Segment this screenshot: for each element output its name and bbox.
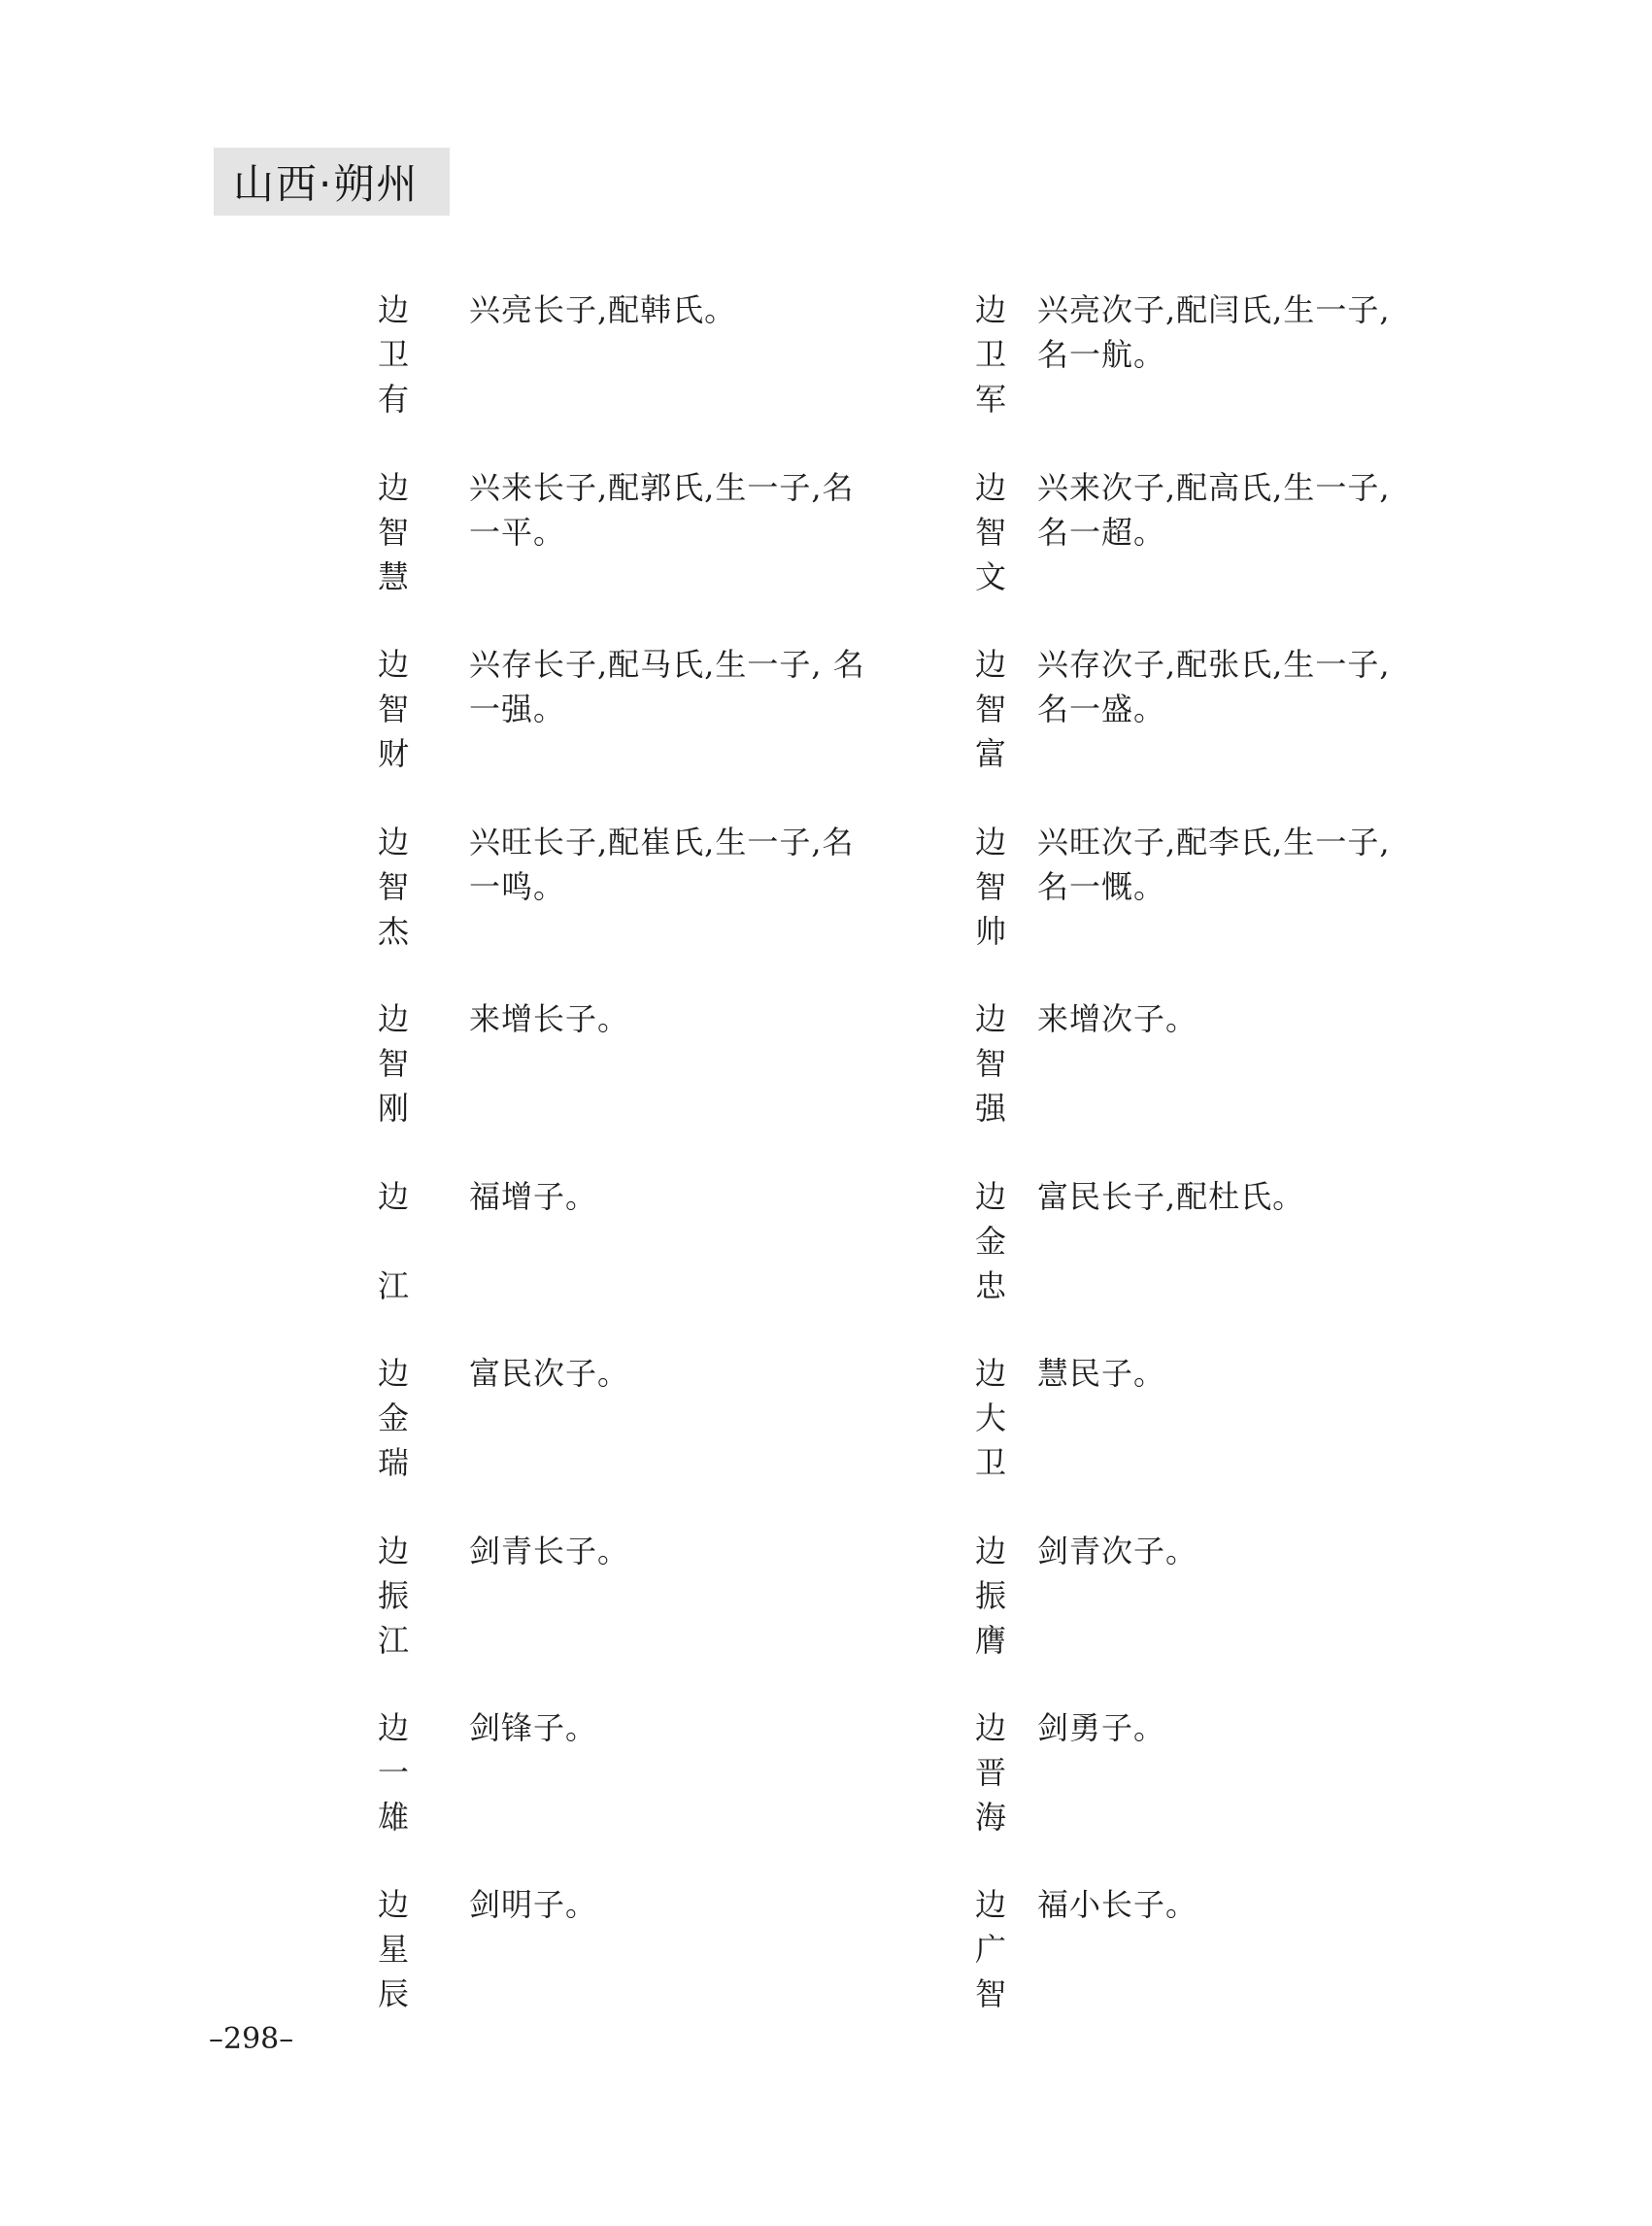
description-line: 名一超。 xyxy=(1037,514,1166,551)
person-name xyxy=(374,1705,413,1839)
person-description xyxy=(1037,1174,1304,1219)
description-line: 来增长子。 xyxy=(469,1000,630,1037)
description-line: 兴亮长子,配韩氏。 xyxy=(469,291,737,328)
description-line: 一鸣。 xyxy=(469,868,566,905)
person-name xyxy=(374,465,413,599)
genealogy-entry xyxy=(971,1355,1476,1510)
name-char: 智 xyxy=(974,691,1006,727)
person-name xyxy=(374,996,413,1130)
name-char: 瑞 xyxy=(377,1444,409,1481)
description-line: 名一航。 xyxy=(1037,336,1166,373)
description-line: 兴亮次子,配闫氏,生一子, xyxy=(1037,291,1391,328)
person-description xyxy=(469,1529,629,1573)
name-char: 有 xyxy=(377,381,409,418)
description-line: 兴存长子,配马氏,生一子, 名 xyxy=(469,646,865,683)
genealogy-entry xyxy=(971,1000,1476,1156)
genealogy-entry xyxy=(374,1178,918,1333)
name-char: 海 xyxy=(974,1799,1006,1836)
entry-row xyxy=(0,1000,1652,1156)
genealogy-entry xyxy=(374,291,918,447)
person-name xyxy=(971,1174,1010,1308)
name-char: 振 xyxy=(377,1577,409,1614)
name-char: 杰 xyxy=(377,913,409,950)
name-char: 边 xyxy=(377,469,409,506)
name-char: 强 xyxy=(974,1090,1006,1127)
name-char: 广 xyxy=(974,1931,1006,1968)
description-line: 剑明子。 xyxy=(469,1886,598,1923)
person-name xyxy=(971,996,1010,1130)
person-description xyxy=(1037,287,1391,377)
name-char: 雄 xyxy=(377,1799,409,1836)
name-char: 边 xyxy=(377,1709,409,1746)
person-name xyxy=(374,1529,413,1663)
description-line: 兴来次子,配高氏,生一子, xyxy=(1037,469,1391,506)
genealogy-entry xyxy=(971,1533,1476,1688)
name-char: 边 xyxy=(974,1178,1006,1215)
name-char: 边 xyxy=(377,1355,409,1392)
name-char: 江 xyxy=(377,1622,409,1659)
name-char: 智 xyxy=(377,514,409,551)
name-char: 边 xyxy=(377,1000,409,1037)
person-name xyxy=(374,1351,413,1485)
name-char: 边 xyxy=(377,291,409,328)
genealogy-entry xyxy=(374,1533,918,1688)
person-name xyxy=(971,1705,1010,1839)
person-description xyxy=(469,996,629,1041)
name-char: 军 xyxy=(974,381,1006,418)
person-description xyxy=(1037,1882,1197,1927)
genealogy-entry xyxy=(374,469,918,624)
entry-row xyxy=(0,1178,1652,1333)
genealogy-entry xyxy=(374,1886,918,2041)
person-description xyxy=(1037,820,1391,909)
description-line: 福增子。 xyxy=(469,1178,598,1215)
person-description xyxy=(1037,465,1391,555)
name-char: 智 xyxy=(974,1975,1006,2012)
name-char: 卫 xyxy=(974,336,1006,373)
description-line: 慧民子。 xyxy=(1037,1355,1166,1392)
person-name xyxy=(971,642,1010,776)
genealogy-entry xyxy=(374,824,918,979)
name-char: 晋 xyxy=(974,1754,1006,1791)
person-name xyxy=(971,465,1010,599)
entry-row xyxy=(0,824,1652,979)
name-char: 刚 xyxy=(377,1090,409,1127)
name-char: 智 xyxy=(377,691,409,727)
person-name xyxy=(374,287,413,422)
description-line: 兴旺长子,配崔氏,生一子,名 xyxy=(469,824,855,860)
name-char: 边 xyxy=(974,1533,1006,1569)
section-title: 山西·朔州 xyxy=(233,160,420,208)
person-description xyxy=(1037,1351,1165,1396)
name-char: 膺 xyxy=(974,1622,1006,1659)
name-char: 边 xyxy=(974,1355,1006,1392)
name-char: 智 xyxy=(377,868,409,905)
description-line: 一强。 xyxy=(469,691,566,727)
genealogy-entry xyxy=(971,1709,1476,1865)
description-line: 剑锋子。 xyxy=(469,1709,598,1746)
genealogy-entry xyxy=(374,1355,918,1510)
person-description xyxy=(469,1351,629,1396)
genealogy-entry xyxy=(971,469,1476,624)
name-char: 振 xyxy=(974,1577,1006,1614)
person-description xyxy=(469,287,736,332)
description-line: 来增次子。 xyxy=(1037,1000,1198,1037)
name-char: 智 xyxy=(974,1045,1006,1082)
entry-row xyxy=(0,646,1652,801)
description-line: 兴存次子,配张氏,生一子, xyxy=(1037,646,1391,683)
name-char: 边 xyxy=(974,469,1006,506)
name-char: 边 xyxy=(974,824,1006,860)
name-char: 边 xyxy=(377,646,409,683)
person-description xyxy=(469,1174,597,1219)
name-char: 慧 xyxy=(377,558,409,595)
person-name xyxy=(374,820,413,954)
description-line: 剑青次子。 xyxy=(1037,1533,1198,1569)
person-name xyxy=(971,1351,1010,1485)
name-char: 边 xyxy=(974,1709,1006,1746)
description-line: 剑青长子。 xyxy=(469,1533,630,1569)
person-description xyxy=(469,1705,597,1750)
person-name xyxy=(971,1882,1010,2016)
name-char: 边 xyxy=(377,824,409,860)
name-char: 大 xyxy=(974,1400,1006,1436)
description-line: 兴旺次子,配李氏,生一子, xyxy=(1037,824,1391,860)
person-name xyxy=(374,1882,413,2016)
genealogy-entry xyxy=(374,646,918,801)
person-description xyxy=(469,1882,597,1927)
name-char: 边 xyxy=(974,291,1006,328)
entry-row xyxy=(0,1709,1652,1865)
person-description xyxy=(1037,996,1197,1041)
name-char: 辰 xyxy=(377,1975,409,2012)
name-char: 边 xyxy=(377,1533,409,1569)
name-char: 卫 xyxy=(377,336,409,373)
genealogy-entry xyxy=(971,824,1476,979)
genealogy-entry xyxy=(971,1178,1476,1333)
person-name xyxy=(374,1174,413,1308)
name-char: 边 xyxy=(377,1886,409,1923)
description-line: 兴来长子,配郭氏,生一子,名 xyxy=(469,469,855,506)
name-char: 边 xyxy=(377,1178,409,1215)
description-line: 名一慨。 xyxy=(1037,868,1166,905)
name-char: 帅 xyxy=(974,913,1006,950)
name-char: 财 xyxy=(377,735,409,772)
entry-row xyxy=(0,291,1652,447)
genealogy-entry xyxy=(971,1886,1476,2041)
description-line: 剑勇子。 xyxy=(1037,1709,1166,1746)
page-number: –298– xyxy=(209,2022,294,2056)
name-char: 智 xyxy=(974,868,1006,905)
person-description xyxy=(469,465,855,555)
person-name xyxy=(971,287,1010,422)
name-char: 忠 xyxy=(974,1267,1006,1304)
person-description xyxy=(1037,1529,1197,1573)
person-description xyxy=(1037,1705,1165,1750)
name-char: 边 xyxy=(974,646,1006,683)
description-line: 福小长子。 xyxy=(1037,1886,1198,1923)
name-char: 金 xyxy=(377,1400,409,1436)
name-char: 边 xyxy=(974,1000,1006,1037)
name-char: 文 xyxy=(974,558,1006,595)
person-name xyxy=(374,642,413,776)
description-line: 富民次子。 xyxy=(469,1355,630,1392)
genealogy-entry xyxy=(374,1000,918,1156)
name-char: 金 xyxy=(974,1223,1006,1260)
name-char: 智 xyxy=(974,514,1006,551)
person-description xyxy=(1037,642,1391,731)
person-description xyxy=(469,642,865,731)
genealogy-entry xyxy=(374,1709,918,1865)
entry-row xyxy=(0,1355,1652,1510)
person-name xyxy=(971,1529,1010,1663)
entry-row xyxy=(0,469,1652,624)
description-line: 富民长子,配杜氏。 xyxy=(1037,1178,1305,1215)
name-char: 卫 xyxy=(974,1444,1006,1481)
name-char: 边 xyxy=(974,1886,1006,1923)
entry-row xyxy=(0,1886,1652,2041)
name-char: 江 xyxy=(377,1267,409,1304)
entry-row xyxy=(0,1533,1652,1688)
person-description xyxy=(469,820,855,909)
name-char: 一 xyxy=(377,1754,409,1791)
name-char xyxy=(374,1219,413,1264)
name-char: 智 xyxy=(377,1045,409,1082)
description-line: 名一盛。 xyxy=(1037,691,1166,727)
genealogy-entry xyxy=(971,646,1476,801)
person-name xyxy=(971,820,1010,954)
genealogy-entry xyxy=(971,291,1476,447)
description-line: 一平。 xyxy=(469,514,566,551)
name-char: 星 xyxy=(377,1931,409,1968)
name-char: 富 xyxy=(974,735,1006,772)
